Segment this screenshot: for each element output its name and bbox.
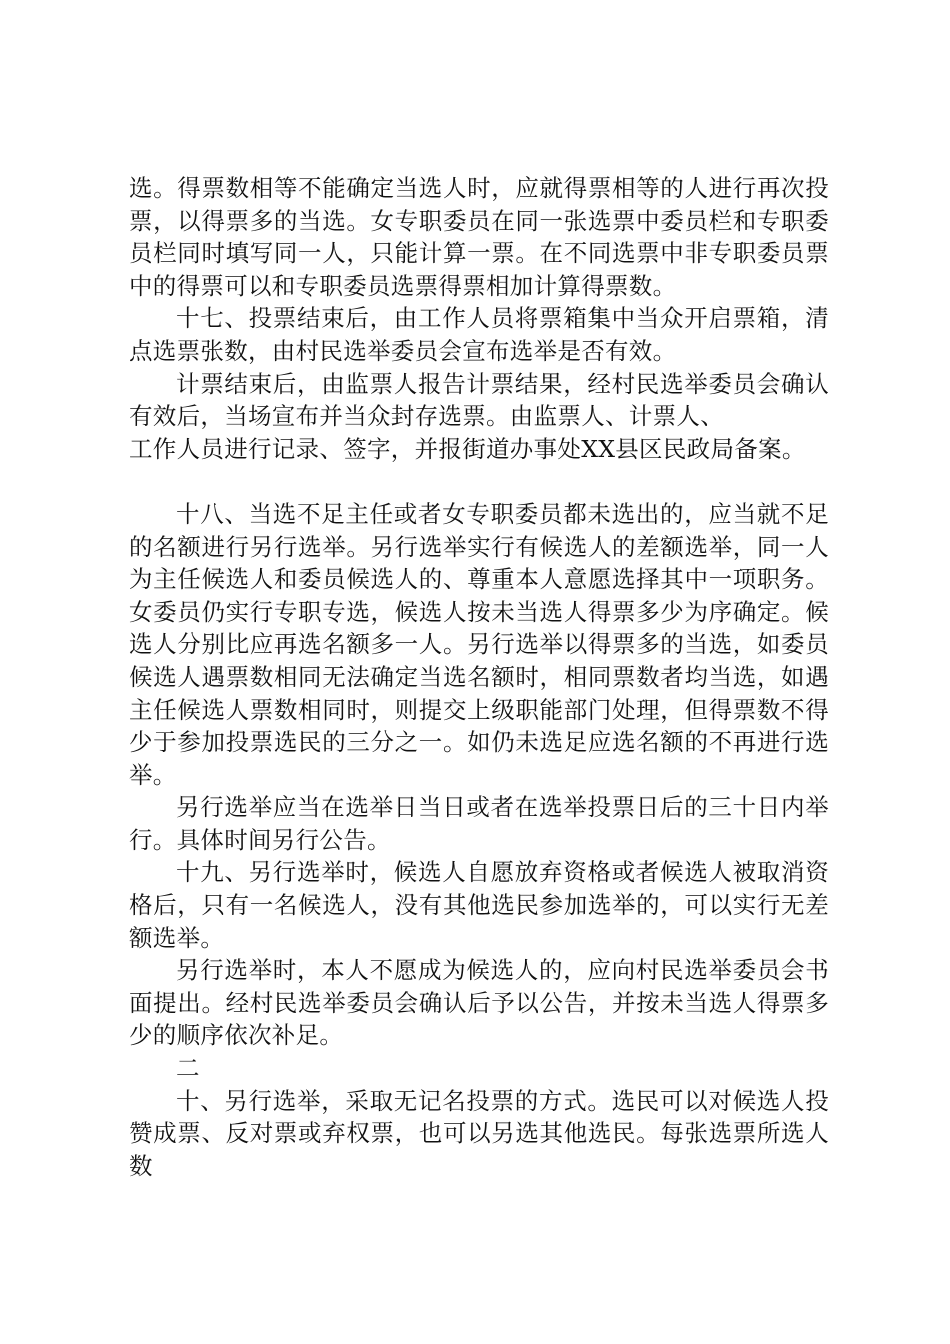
- paragraph-withdrawal: 另行选举时，本人不愿成为候选人的，应向村民选举委员会书面提出。经村民选举委员会确认后予以公告，并按未当选人得票多少的顺序依次补足。: [129, 956, 829, 1050]
- paragraph-article-18: 十八、当选不足主任或者女专职委员都未选出的，应当就不足的名额进行另行选举。另行选举实行有候选人的差额选举，同一人为主任候选人和委员候选人的、尊重本人意愿选择其中一项职务。女委员仍实行专职专选，候选人按未当选人得票多少为序确定。候选人分别比应再选名额多一人。另行选举以得票多的当选，如委员候选人遇票数相同无法确定当选名额时，相同票数者均当选，如遇主任候选人票数相同时，则提交上级职能部门处理，但得票数不得少于参加投票选民的三分之一。如仍未选足应选名额的不再进行选举。: [129, 499, 829, 789]
- paragraph-vote-count: 计票结束后，由监票人报告计票结果，经村民选举委员会确认有效后，当场宣布并当众封存选票。由监票人、计票人、: [129, 369, 829, 431]
- paragraph-article-20-prefix: 二: [176, 1054, 200, 1083]
- paragraph-article-19: 十九、另行选举时，候选人自愿放弃资格或者候选人被取消资格后，只有一名候选人，没有其他选民参加选举的，可以实行无差额选举。: [129, 858, 829, 952]
- paragraph-vote-record: 工作人员进行记录、签字，并报街道办事处XX县区民政局备案。: [129, 434, 806, 463]
- paragraph-continuation: 选。得票数相等不能确定当选人时，应就得票相等的人进行再次投票，以得票多的当选。女专职委员在同一张选票中委员栏和专职委员栏同时填写同一人，只能计算一票。在不同选票中非专职委员票中的得票可以和专职委员选票得票相加计算得票数。: [129, 174, 829, 300]
- paragraph-article-20: 十、另行选举，采取无记名投票的方式。选民可以对候选人投赞成票、反对票或弃权票，也可以另选其他选民。每张选票所选人数: [129, 1086, 829, 1180]
- paragraph-reelection-time: 另行选举应当在选举日当日或者在选举投票日后的三十日内举行。具体时间另行公告。: [129, 793, 829, 854]
- document-body: [129, 172, 829, 1182]
- paragraph-article-17: 十七、投票结束后，由工作人员将票箱集中当众开启票箱，清点选票张数，由村民选举委员会宣布选举是否有效。: [129, 304, 829, 365]
